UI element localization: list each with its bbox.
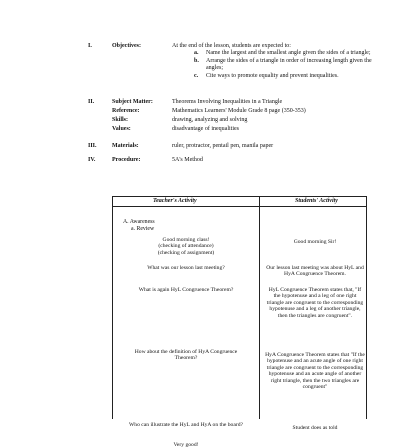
section-value: Theorems Involving Inequalities in a Triangle <box>172 99 283 105</box>
section-value: drawing, analyzing and solving <box>172 117 248 123</box>
teacher-line: How about the definition of HyA Congruence Theorem? <box>134 349 238 362</box>
objectives-list <box>194 50 384 81</box>
section-label: Values: <box>112 126 131 132</box>
list-item: b. Arrange the sides of a triangle in order of increasing length given the angles; <box>194 58 372 71</box>
section-value: 5A's Method <box>172 157 203 163</box>
part-heading: A. Awareness <box>123 219 155 225</box>
student-line: Our lesson last meeting was about HyL and HyA Congruence Theorem. <box>266 265 364 278</box>
teacher-line: Who can illustrate the HyL and HyA on the board? <box>129 422 243 428</box>
teacher-header: Teacher's Activity <box>153 198 197 204</box>
section-value: Mathematics Learners' Module Grade 8 page (350-353) <box>172 108 306 114</box>
student-header: Students' Activity <box>295 198 338 204</box>
list-item: c. Cite ways to promote equality and prevent inequalities. <box>194 73 339 79</box>
section-number: II. <box>88 99 95 105</box>
section-value: disadvantage of inequalities <box>172 126 239 132</box>
student-line: HyL Congruence Theorem states that, "If the hypotenuse and a leg of one right triangle are congruent to the corresponding hypotenuse and a leg of another triangle, then the triangles are congruent". <box>266 287 364 319</box>
teacher-line: Good morning class! (checking of attendance) (checking of assignment) <box>157 237 215 256</box>
sub-heading: a. Review <box>131 226 155 232</box>
section-number: III. <box>88 143 97 149</box>
student-line: Student does as told <box>292 425 338 431</box>
column-divider <box>259 197 260 419</box>
activity-table <box>112 196 367 448</box>
section-label: Reference: <box>112 108 140 114</box>
section-number: IV. <box>88 157 96 163</box>
teacher-line: What is again HyL Congruence Theorem? <box>138 287 234 293</box>
student-line: HyA Congruence Theorem states that "If the hypotenuse and an acute angle of one right triangle are congruent to the corresponding hypotenuse and an acute angle of another right triangle, then the two triangles are congruent" <box>265 352 365 391</box>
section-label: Subject Matter: <box>112 99 153 105</box>
teacher-line: Very good! <box>173 442 199 448</box>
section-number: I. <box>88 43 92 49</box>
section-value: ruler, protractor, pentail pen, manila paper <box>172 143 274 149</box>
teacher-line: What was our lesson last meeting? <box>147 265 225 271</box>
list-item: a. Name the largest and the smallest angle given the sides of a triangle; <box>194 50 371 56</box>
section-value: At the end of the lesson, students are expected to: <box>172 43 291 49</box>
section-label: Objectives: <box>112 43 141 49</box>
section-label: Procedure: <box>112 157 141 163</box>
student-line: Good morning Sir! <box>293 239 337 245</box>
section-label: Skills: <box>112 117 129 123</box>
section-label: Materials: <box>112 143 139 149</box>
